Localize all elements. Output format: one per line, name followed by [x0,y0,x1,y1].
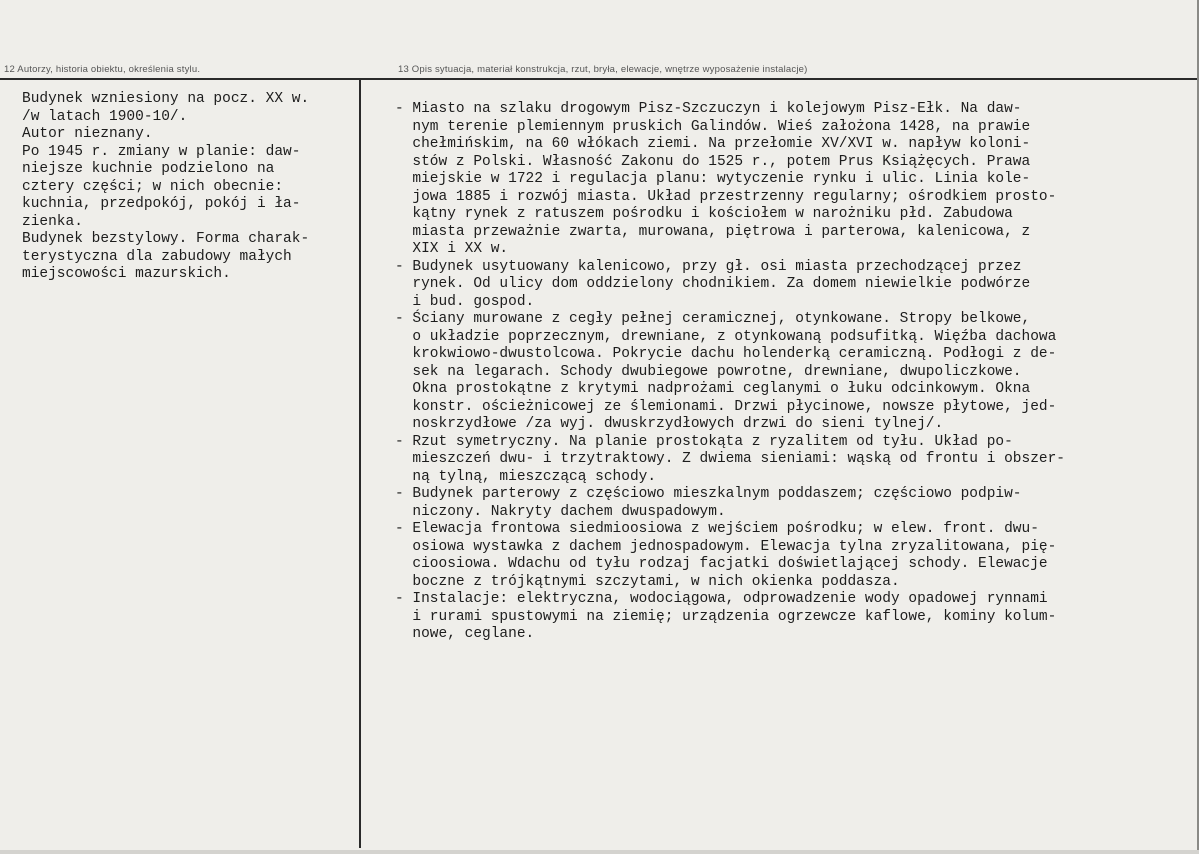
description-text: - Miasto na szlaku drogowym Pisz-Szczuczyn i kolejowym Pisz-Ełk. Na daw- nym terenie plemiennym pruskich Galindów. Wieś założona 1428, na prawie chełmińskim, na 60 włókach ziemi. Na przełomie XV/XVI w. napływ koloni- stów z Polski. Własność Zakonu do 1525 r., potem Prus Książęcych. Prawa miejskie w 1722 i regulacja planu: wytyczenie rynku i ulic. Linia kole- jowa 1885 i rozwój miasta. Układ przestrzenny regularny; ośrodkiem prosto- kątny rynek z ratuszem pośrodku i kościołem w narożniku płd. Zabudowa miasta przeważnie zwarta, murowana, piętrowa i parterowa, kalenicowa, z XIX i XX w. - Budynek usytuowany kalenicowo, przy gł. osi miasta przechodzącej przez rynek. Od ulicy dom oddzielony chodnikiem. Za domem niewielkie podwórze i bud. gospod. - Ściany murowane z cegły pełnej ceramicznej, otynkowane. Stropy belkowe, o układzie poprzecznym, drewniane, z otynkowaną podsufitką. Więźba dachowa krokwiowo-dwustolcowa. Pokrycie dachu holenderką ceramiczną. Podłogi z de- sek na legarach. Schody dwubiegowe powrotne, drewniane, dwupoliczkowe. Okna prostokątne z krytymi nadprożami ceglanymi o łuku odcinkowym. Okna konstr. ościeżnicowej ze ślemionami. Drzwi płycinowe, nowsze płytowe, jed- noskrzydłowe /za wyj. dwuskrzydłowych drzwi do sieni tylnej/. - Rzut symetryczny. Na planie prostokąta z ryzalitem od tyłu. Układ po- mieszczeń dwu- i trzytraktowy. Z dwiema sieniami: wąską od frontu i obszer- ną tylną, mieszczącą schody. - Budynek parterowy z częściowo mieszkalnym poddaszem; częściowo podpiw- niczony. Nakryty dachem dwuspadowym. - Elewacja frontowa siedmioosiowa z wejściem pośrodku; w elew. front. dwu- osiowa wystawka z dachem jednospadowym. Elewacja tylna zryzalitowana, pię- cioosiowa. Wdachu od tyłu rodzaj facjatki doświetlającej schody. Elewacje boczne z trójkątnymi szczytami, w nich okienka poddasza. - Instalacje: elektryczna, wodociągowa, odprowadzenie wody opadowej rynnami i rurami spustowymi na ziemię; urządzenia ogrzewcze kaflowe, kominy kolum- nowe, ceglane. [395,101,1066,642]
sheet-bottom-edge [0,850,1199,854]
history-text: Budynek wzniesiony na pocz. XX w. /w latach 1900-10/. Autor nieznany. Po 1945 r. zmiany w planie: daw- niejsze kuchnie podzielono na cztery części; w nich obecnie: kuchnia, przedpokój, pokój i ła- zienka. Budynek bezstylowy. Forma charak- terystyczna dla zabudowy małych miejscowości mazurskich. [22,91,310,282]
section-13-header: 13 Opis sytuacja, materiał konstrukcja, rzut, bryła, elewacje, wnętrze wyposażenie instalacje) [398,64,808,75]
column-divider [359,78,361,848]
section-12-header: 12 Autorzy, historia obiektu, określenia stylu. [4,64,201,75]
header-rule [0,78,1199,80]
